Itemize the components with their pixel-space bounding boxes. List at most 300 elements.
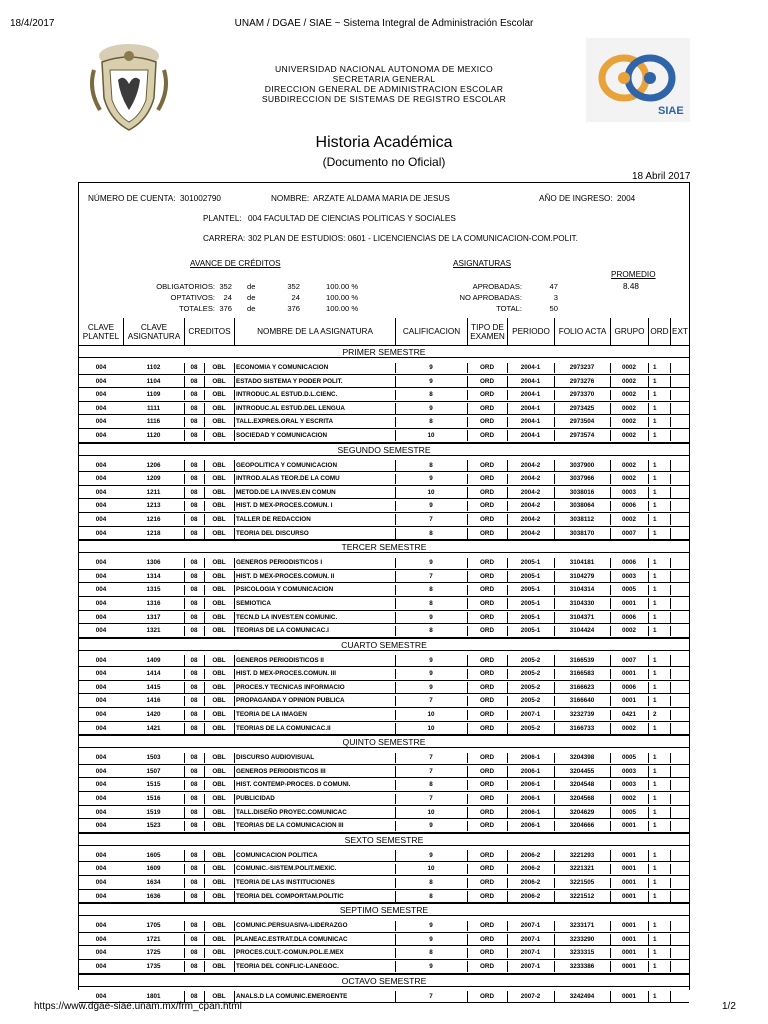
clave-asignatura-cell: 1120 (146, 431, 161, 439)
creditos-cell: 08 (190, 488, 198, 496)
grupo-cell: 0002 (621, 795, 636, 803)
tipo-examen-cell: ORD (480, 808, 494, 816)
calificacion-cell: 9 (429, 683, 433, 691)
column-divider (670, 430, 671, 441)
asignatura-nombre-cell: PSICOLOGIA Y COMUNICACION (236, 586, 334, 594)
tipo-examen-cell: ORD (480, 892, 494, 900)
clave-asignatura-cell: 1725 (146, 949, 161, 957)
column-divider (234, 598, 235, 609)
table-row (79, 792, 689, 806)
ord-cell: 1 (653, 935, 657, 943)
column-divider (395, 612, 396, 623)
column-divider (554, 807, 555, 818)
column-divider (184, 948, 185, 959)
column-divider (234, 571, 235, 582)
table-row (79, 819, 689, 833)
column-divider (507, 474, 508, 485)
column-header: FOLIO ACTA (554, 318, 610, 345)
column-divider (507, 961, 508, 972)
calificacion-cell: 8 (429, 781, 433, 789)
column-divider (554, 669, 555, 680)
caracter-cell: OBL (212, 711, 226, 719)
column-divider (395, 460, 396, 471)
column-divider (507, 682, 508, 693)
ord-cell: 1 (653, 992, 657, 1000)
column-divider (610, 571, 611, 582)
column-divider (234, 487, 235, 498)
column-divider (467, 417, 468, 428)
creditos-cell: 08 (190, 391, 198, 399)
folio-acta-cell: 2973370 (569, 391, 595, 399)
caracter-cell: OBL (212, 822, 226, 830)
column-divider (670, 487, 671, 498)
ord-cell: 1 (653, 754, 657, 762)
column-divider (554, 696, 555, 707)
column-divider (204, 807, 205, 818)
grupo-cell: 0421 (621, 711, 636, 719)
column-divider (395, 528, 396, 539)
caracter-cell: OBL (212, 935, 226, 943)
column-divider (670, 780, 671, 791)
column-divider (648, 780, 649, 791)
column-divider (204, 710, 205, 721)
column-divider (670, 585, 671, 596)
ext-cell (670, 429, 689, 443)
column-divider (467, 626, 468, 637)
table-row (79, 499, 689, 513)
column-divider (395, 390, 396, 401)
ext-cell (670, 890, 689, 904)
grades-table (79, 345, 689, 1003)
column-divider (467, 474, 468, 485)
plantel-value: 004 FACULTAD DE CIENCIAS POLITICAS Y SOCIALES (248, 214, 456, 223)
column-divider (395, 417, 396, 428)
clave-asignatura-cell: 1321 (146, 627, 161, 635)
column-divider (554, 710, 555, 721)
clave-asignatura-cell: 1116 (146, 418, 161, 426)
column-divider (395, 991, 396, 1002)
creditos-cell: 08 (190, 586, 198, 594)
carrera-label: CARRERA: (203, 234, 246, 243)
tipo-examen-cell: ORD (480, 711, 494, 719)
column-divider (204, 669, 205, 680)
grupo-cell: 0001 (621, 992, 636, 1000)
column-divider (467, 403, 468, 414)
asignatura-nombre-cell: SEMIOTICA (236, 599, 271, 607)
column-divider (467, 991, 468, 1002)
column-divider (648, 934, 649, 945)
column-divider (648, 612, 649, 623)
column-divider (204, 612, 205, 623)
table-header (79, 318, 689, 345)
table-row (79, 919, 689, 933)
column-divider (507, 723, 508, 734)
column-divider (184, 921, 185, 932)
folio-acta-cell: 3204398 (569, 754, 595, 762)
column-divider (467, 891, 468, 902)
table-row (79, 946, 689, 960)
column-divider (610, 753, 611, 764)
clave-plantel-cell: 004 (95, 711, 107, 719)
clave-asignatura-cell: 1213 (146, 502, 161, 510)
clave-asignatura-cell: 1516 (146, 795, 161, 803)
tipo-examen-cell: ORD (480, 515, 494, 523)
column-divider (670, 376, 671, 387)
column-divider (234, 612, 235, 623)
clave-plantel-cell: 004 (95, 613, 107, 621)
column-divider (204, 780, 205, 791)
calificacion-cell: 8 (429, 627, 433, 635)
folio-acta-cell: 3204455 (569, 767, 595, 775)
ord-cell: 1 (653, 949, 657, 957)
clave-plantel-cell: 004 (95, 559, 107, 567)
ext-cell (670, 819, 689, 833)
print-date: 18/4/2017 (10, 18, 55, 29)
column-divider (507, 807, 508, 818)
promedio-label: PROMEDIO (611, 270, 656, 279)
column-divider (204, 794, 205, 805)
column-divider (610, 696, 611, 707)
row-divider (79, 442, 689, 443)
ord-cell: 1 (653, 418, 657, 426)
column-divider (507, 612, 508, 623)
folio-acta-cell: 2973276 (569, 377, 595, 385)
document-title: Historia Académica (315, 134, 453, 151)
clave-plantel-cell: 004 (95, 502, 107, 510)
column-divider (507, 655, 508, 666)
ext-cell (670, 527, 689, 541)
clave-asignatura-cell: 1503 (146, 754, 161, 762)
column-divider (648, 501, 649, 512)
tipo-examen-cell: ORD (480, 879, 494, 886)
tipo-examen-cell: ORD (480, 418, 494, 426)
ext-cell (670, 624, 689, 638)
grupo-cell: 0001 (621, 851, 636, 859)
ext-cell (670, 694, 689, 708)
column-divider (507, 766, 508, 777)
tipo-examen-cell: ORD (480, 364, 494, 371)
calificacion-cell: 10 (427, 808, 435, 816)
column-header: TIPO DE EXAMEN (467, 318, 507, 345)
tipo-examen-cell: ORD (480, 572, 494, 580)
column-divider (395, 850, 396, 861)
obligatorios-label: OBLIGATORIOS: (156, 282, 215, 291)
folio-acta-cell: 3166539 (569, 656, 595, 664)
column-divider (467, 710, 468, 721)
tipo-examen-cell: ORD (480, 724, 494, 732)
table-row (79, 708, 689, 722)
asignatura-nombre-cell: HIST. D MEX-PROCES.COMUN. III (236, 670, 337, 678)
row-divider (79, 637, 689, 638)
asignatura-nombre-cell: TALL.EXPRES.ORAL Y ESCRITA (236, 418, 334, 426)
column-divider (554, 891, 555, 902)
clave-plantel-cell: 004 (95, 683, 107, 691)
clave-asignatura-cell: 1314 (146, 572, 161, 580)
column-divider (204, 474, 205, 485)
column-divider (648, 850, 649, 861)
tipo-examen-cell: ORD (480, 502, 494, 510)
column-divider (670, 390, 671, 401)
column-divider (395, 864, 396, 875)
column-divider (670, 571, 671, 582)
grupo-cell: 0002 (621, 431, 636, 439)
ord-cell: 1 (653, 724, 657, 732)
column-divider (395, 948, 396, 959)
column-divider (395, 585, 396, 596)
ext-cell (670, 849, 689, 863)
caracter-cell: OBL (212, 586, 226, 594)
ext-cell (670, 402, 689, 416)
asignatura-nombre-cell: TALLER DE REDACCION (236, 515, 311, 523)
creditos-cell: 08 (190, 572, 198, 580)
column-divider (610, 948, 611, 959)
folio-acta-cell: 3104181 (569, 559, 595, 567)
column-divider (507, 376, 508, 387)
column-divider (554, 487, 555, 498)
column-divider (507, 948, 508, 959)
column-divider (395, 891, 396, 902)
semester-header: QUINTO SEMESTRE (79, 735, 689, 748)
column-divider (648, 821, 649, 832)
clave-asignatura-cell: 1414 (146, 670, 161, 678)
column-divider (507, 626, 508, 637)
caracter-cell: OBL (212, 879, 226, 886)
clave-plantel-cell: 004 (95, 935, 107, 943)
tipo-examen-cell: ORD (480, 795, 494, 803)
column-divider (670, 878, 671, 889)
column-divider (395, 821, 396, 832)
column-divider (184, 487, 185, 498)
calificacion-cell: 8 (429, 529, 433, 537)
column-divider (467, 961, 468, 972)
asignatura-nombre-cell: ESTADO SISTEMA Y PODER POLIT. (236, 377, 343, 385)
creditos-cell: 08 (190, 656, 198, 664)
subdireccion: SUBDIRECCION DE SISTEMAS DE REGISTRO ESCOLAR (261, 94, 507, 104)
column-divider (670, 934, 671, 945)
column-divider (670, 655, 671, 666)
periodo-cell: 2006-2 (520, 851, 541, 859)
clave-asignatura-cell: 1109 (146, 391, 161, 399)
ext-cell (670, 960, 689, 974)
column-divider (184, 417, 185, 428)
calificacion-cell: 9 (429, 935, 433, 943)
column-divider (184, 766, 185, 777)
ord-cell: 1 (653, 670, 657, 678)
column-divider (204, 460, 205, 471)
table-row (79, 933, 689, 947)
ext-cell (670, 499, 689, 513)
periodo-cell: 2007-1 (520, 949, 541, 957)
caracter-cell: OBL (212, 475, 226, 483)
column-divider (234, 682, 235, 693)
ext-cell (670, 583, 689, 597)
clave-plantel-cell: 004 (95, 922, 107, 930)
grupo-cell: 0006 (621, 683, 636, 691)
table-row (79, 597, 689, 611)
column-divider (467, 948, 468, 959)
column-divider (234, 934, 235, 945)
asignaturas-labels (430, 281, 522, 314)
asignatura-nombre-cell: TEORIA DEL DISCURSO (236, 529, 309, 537)
ext-cell (670, 722, 689, 736)
column-divider (234, 696, 235, 707)
column-divider (395, 403, 396, 414)
cuenta-label: NÚMERO DE CUENTA: (88, 194, 176, 203)
column-header: CALIFICACION (395, 318, 467, 345)
creditos-cell: 08 (190, 559, 198, 567)
caracter-cell: OBL (212, 364, 226, 371)
column-divider (467, 363, 468, 374)
folio-acta-cell: 3104314 (569, 586, 595, 594)
clave-plantel-cell: 004 (95, 377, 107, 385)
column-divider (234, 501, 235, 512)
tipo-examen-cell: ORD (480, 377, 494, 385)
tipo-examen-cell: ORD (480, 391, 494, 399)
grupo-cell: 0001 (621, 922, 636, 930)
column-divider (204, 821, 205, 832)
column-divider (395, 921, 396, 932)
column-divider (234, 390, 235, 401)
column-divider (554, 585, 555, 596)
column-divider (467, 376, 468, 387)
clave-plantel-cell: 004 (95, 475, 107, 483)
ext-cell (670, 459, 689, 473)
clave-plantel-cell: 004 (95, 992, 107, 1000)
column-divider (554, 948, 555, 959)
asignatura-nombre-cell: PROCES.CULT.-COMUN.POL.E.MEX (236, 949, 344, 957)
tipo-examen-cell: ORD (480, 949, 494, 957)
column-divider (234, 821, 235, 832)
column-divider (670, 417, 671, 428)
creditos-cell: 08 (190, 851, 198, 859)
column-divider (648, 669, 649, 680)
column-divider (467, 430, 468, 441)
column-divider (507, 487, 508, 498)
column-divider (648, 487, 649, 498)
asignatura-nombre-cell: HIST. CONTEMP-PROCES. D COMUNI. (236, 781, 351, 789)
creditos-cell: 08 (190, 683, 198, 691)
folio-acta-cell: 2973574 (569, 431, 595, 439)
ext-cell (670, 708, 689, 722)
ord-cell: 1 (653, 488, 657, 496)
periodo-cell: 2004-1 (520, 377, 541, 385)
periodo-cell: 2004-2 (520, 475, 541, 483)
column-divider (554, 864, 555, 875)
no-aprobadas-label: NO APROBADAS: (459, 293, 522, 302)
institution-name: UNIVERSIDAD NACIONAL AUTONOMA DE MEXICO (275, 64, 493, 74)
calificacion-cell: 8 (429, 461, 433, 469)
column-divider (467, 558, 468, 569)
creditos-cell: 08 (190, 475, 198, 483)
clave-asignatura-cell: 1216 (146, 515, 161, 523)
column-divider (184, 612, 185, 623)
ord-cell: 1 (653, 364, 657, 371)
column-divider (554, 390, 555, 401)
periodo-cell: 2006-1 (520, 808, 541, 816)
column-divider (507, 363, 508, 374)
grupo-cell: 0002 (621, 461, 636, 469)
caracter-cell: OBL (212, 502, 226, 510)
column-divider (610, 864, 611, 875)
tipo-examen-cell: ORD (480, 627, 494, 635)
grupo-cell: 0005 (621, 808, 636, 816)
ord-cell: 1 (653, 461, 657, 469)
column-divider (648, 474, 649, 485)
secretaria: SECRETARIA GENERAL (332, 74, 436, 84)
clave-plantel-cell: 004 (95, 865, 107, 873)
table-row (79, 486, 689, 500)
column-divider (234, 626, 235, 637)
column-divider (204, 864, 205, 875)
semester-header: PRIMER SEMESTRE (79, 345, 689, 358)
column-divider (507, 514, 508, 525)
folio-acta-cell: 3221321 (569, 865, 595, 873)
avance-b (280, 281, 300, 314)
clave-plantel-cell: 004 (95, 391, 107, 399)
total-label: TOTAL: (496, 304, 522, 313)
column-divider (184, 558, 185, 569)
column-divider (467, 612, 468, 623)
caracter-cell: OBL (212, 670, 226, 678)
periodo-cell: 2004-1 (520, 418, 541, 426)
column-divider (395, 669, 396, 680)
column-divider (610, 850, 611, 861)
ext-cell (670, 946, 689, 960)
column-divider (467, 934, 468, 945)
clave-asignatura-cell: 1209 (146, 475, 161, 483)
column-divider (204, 655, 205, 666)
creditos-cell: 08 (190, 502, 198, 510)
caracter-cell: OBL (212, 851, 226, 859)
grupo-cell: 0001 (621, 935, 636, 943)
asignatura-nombre-cell: COMUNIC.-SISTEM.POLIT.MEXIC. (236, 865, 337, 873)
table-row (79, 611, 689, 625)
column-divider (507, 696, 508, 707)
periodo-cell: 2004-2 (520, 461, 541, 469)
column-divider (234, 403, 235, 414)
column-divider (507, 430, 508, 441)
column-divider (554, 961, 555, 972)
column-divider (554, 430, 555, 441)
column-divider (204, 487, 205, 498)
column-divider (610, 585, 611, 596)
asignatura-nombre-cell: TEORIAS DE LA COMUNICAC.I (236, 627, 329, 635)
periodo-cell: 2005-1 (520, 586, 541, 594)
creditos-cell: 08 (190, 992, 198, 1000)
column-divider (234, 807, 235, 818)
column-divider (467, 571, 468, 582)
clave-asignatura-cell: 1515 (146, 781, 161, 789)
periodo-cell: 2006-2 (520, 865, 541, 873)
grupo-cell: 0002 (621, 364, 636, 371)
ext-cell (670, 765, 689, 779)
grupo-cell: 0003 (621, 781, 636, 789)
column-divider (670, 460, 671, 471)
creditos-cell: 08 (190, 697, 198, 705)
totales-b: 376 (287, 304, 300, 313)
clave-asignatura-cell: 1102 (146, 364, 161, 371)
caracter-cell: OBL (212, 922, 226, 930)
column-divider (234, 753, 235, 764)
periodo-cell: 2007-1 (520, 711, 541, 719)
folio-acta-cell: 3233315 (569, 949, 595, 957)
creditos-cell: 08 (190, 892, 198, 900)
column-divider (648, 403, 649, 414)
table-row (79, 876, 689, 890)
folio-acta-cell: 3038064 (569, 502, 595, 510)
asignatura-nombre-cell: TEORIAS DE LA COMUNICAC.II (236, 724, 331, 732)
column-divider (204, 766, 205, 777)
